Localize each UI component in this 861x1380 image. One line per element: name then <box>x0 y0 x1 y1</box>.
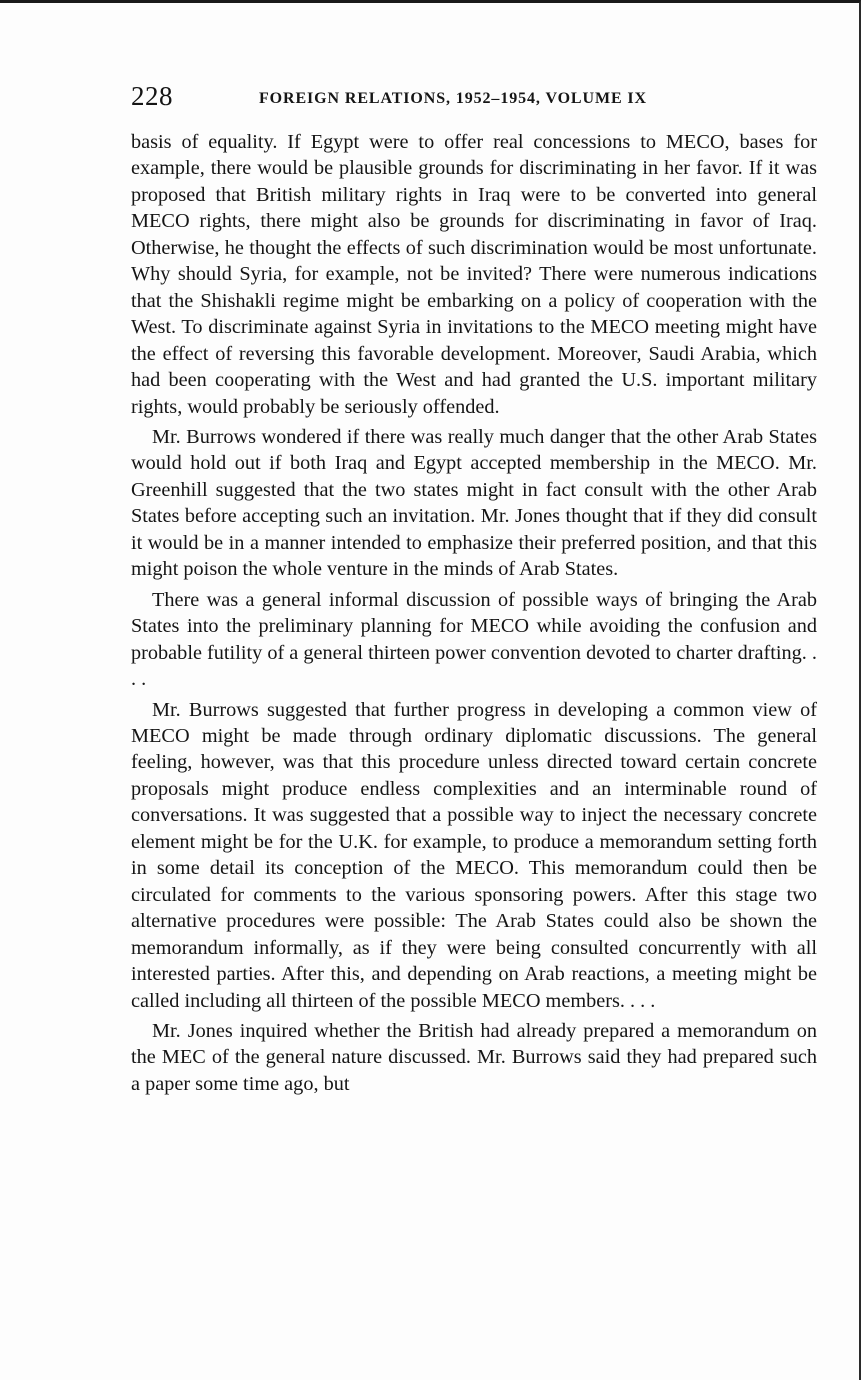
page-number: 228 <box>131 81 173 111</box>
paragraph: Mr. Jones inquired whether the British had already prepared a memorandum on the MEC of the general nature discussed. Mr. Burrows said they had prepared such a paper some time ago, but <box>131 1019 817 1095</box>
running-head <box>131 81 821 117</box>
paragraph: There was a general informal discussion of possible ways of bringing the Arab States into the preliminary planning for MECO while avoiding the confusion and probable futility of a general thirteen power convention devoted to charter drafting. . . . <box>131 588 817 691</box>
volume-title: FOREIGN RELATIONS, 1952–1954, VOLUME IX <box>259 90 648 107</box>
body-text <box>131 129 817 1101</box>
paragraph-continued: basis of equality. If Egypt were to offer real concessions to MECO, bases for example, there would be plausible grounds for discriminating in her favor. If it was proposed that British military rights in Iraq were to be converted into general MECO rights, there might also be grounds for discriminating in favor of Iraq. Otherwise, he thought the effects of such discrimination would be most unfortunate. Why should Syria, for example, not be invited? There were numerous indications that the Shishakli regime might be embarking on a policy of cooperation with the West. To discriminate against Syria in invitations to the MECO meeting might have the effect of reversing this favorable development. Moreover, Saudi Arabia, which had been cooperating with the West and had granted the U.S. important military rights, would probably be seriously offended. <box>131 131 817 418</box>
paragraph: Mr. Burrows suggested that further progress in developing a common view of MECO might be made through ordinary diplomatic discussions. The general feeling, however, was that this procedure unless directed toward certain concrete proposals might produce endless complexities and an interminable round of conversations. It was suggested that a possible way to inject the necessary concrete element might be for the U.K. for example, to produce a memorandum setting forth in some detail its conception of the MECO. This memorandum could then be circulated for comments to the various sponsoring powers. After this stage two alternative procedures were possible: The Arab States could also be shown the memorandum informally, as if they were being consulted concurrently with all interested parties. After this, and depending on Arab reactions, a meeting might be called including all thirteen of the possible MECO members. . . . <box>131 698 817 1012</box>
paragraph: Mr. Burrows wondered if there was really much danger that the other Arab States would hold out if both Iraq and Egypt accepted membership in the MECO. Mr. Greenhill suggested that the two states might in fact consult with the other Arab States before accepting such an invitation. Mr. Jones thought that if they did consult it would be in a manner intended to emphasize their preferred position, and that this might poison the whole venture in the minds of Arab States. <box>131 425 817 581</box>
